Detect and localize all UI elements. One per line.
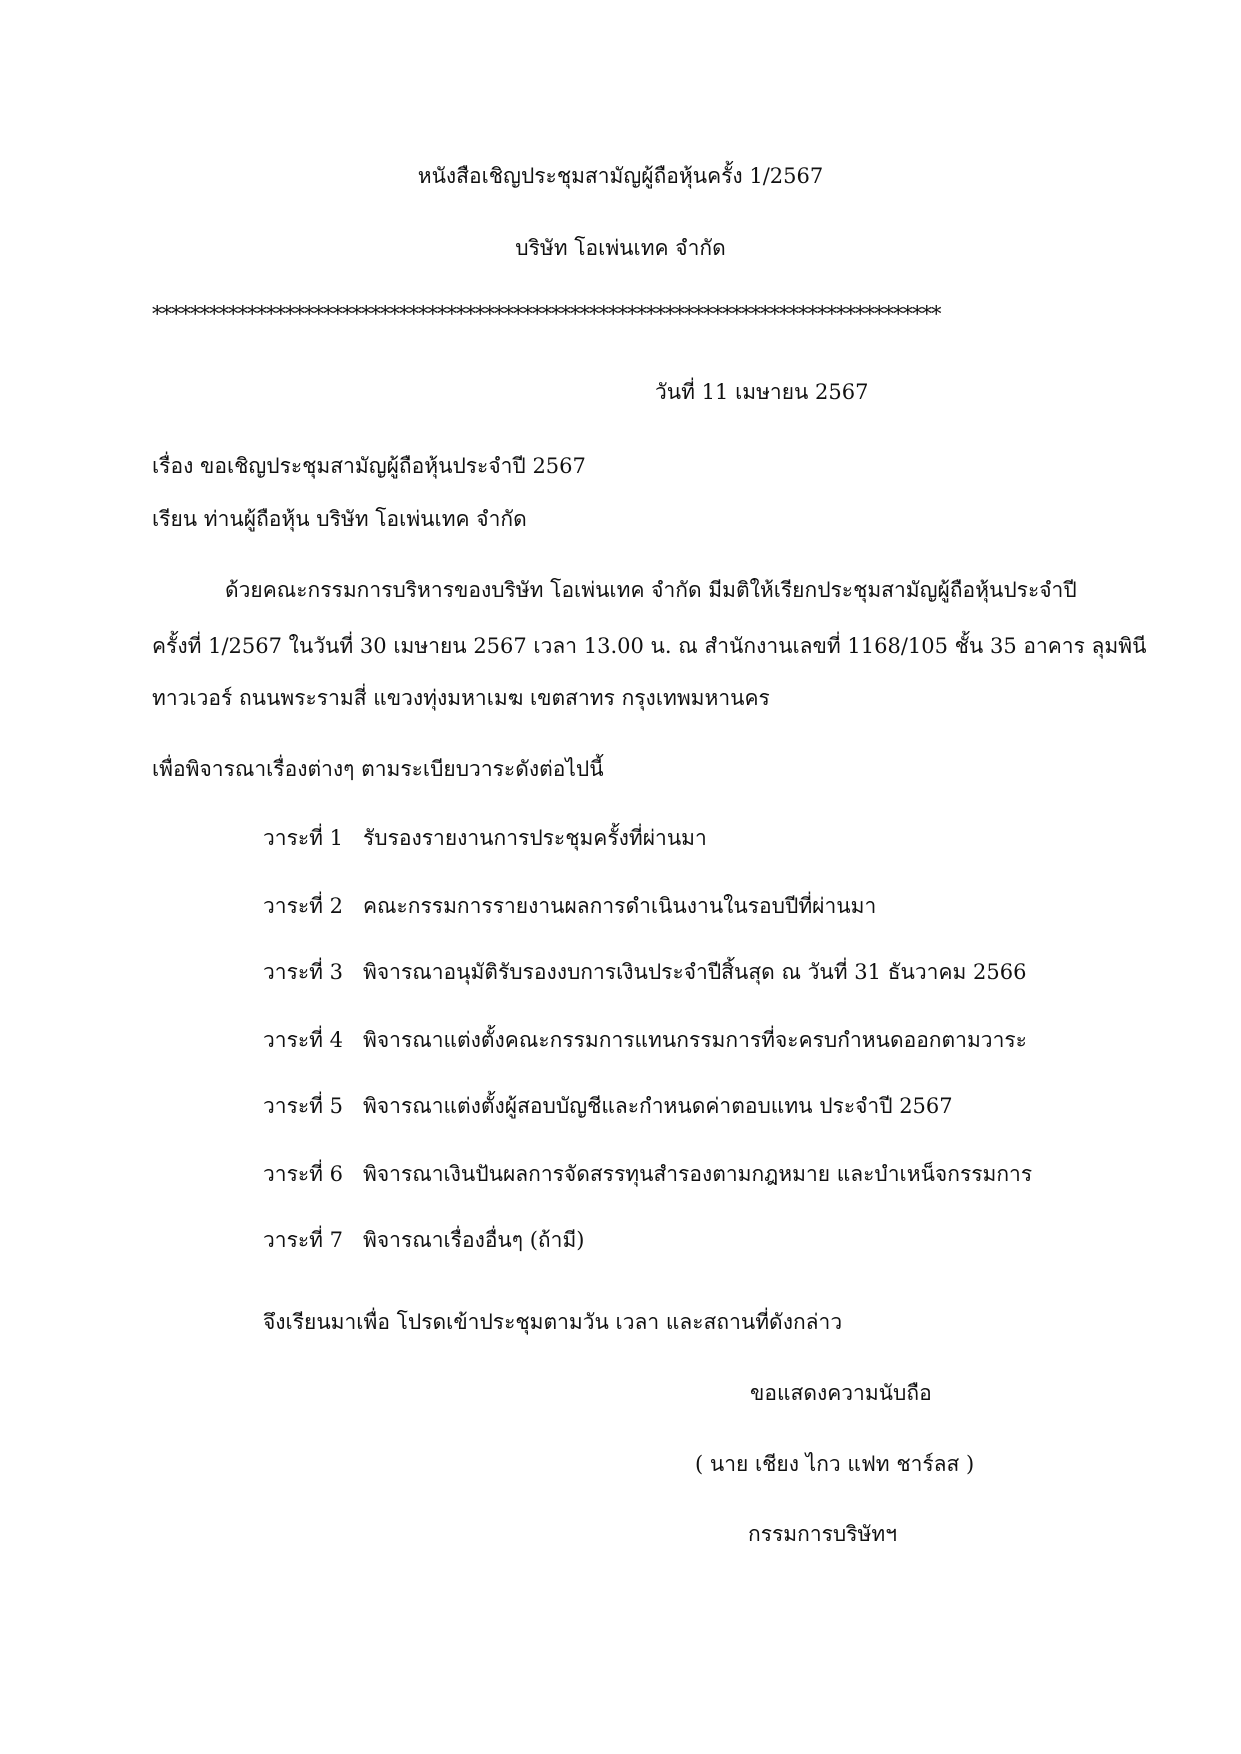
agenda-item-text: รับรองรายงานการประชุมครั้งที่ผ่านมา <box>363 826 707 850</box>
agenda-item <box>263 890 876 923</box>
agenda-item-label: วาระที่ 6 <box>263 1162 344 1186</box>
agenda-item <box>263 1090 953 1123</box>
agenda-item-text: พิจารณาแต่งตั้งคณะกรรมการแทนกรรมการที่จะครบกำหนดออกตามวาระ <box>363 1028 1027 1052</box>
agenda-item-label: วาระที่ 4 <box>263 1028 344 1052</box>
company-name: บริษัท โอเพ่นเทค จำกัด <box>515 236 726 260</box>
body-line-3: ทาวเวอร์ ถนนพระรามสี่ แขวงทุ่งมหาเมฆ เขตสาทร กรุงเทพมหานคร <box>152 686 770 710</box>
agenda-intro: เพื่อพิจารณาเรื่องต่างๆ ตามระเบียบวาระดังต่อไปนี้ <box>152 757 604 781</box>
agenda-item <box>263 1224 584 1257</box>
agenda-item <box>263 1158 1032 1191</box>
body-line-2: ครั้งที่ 1/2567 ในวันที่ 30 เมษายน 2567 เวลา 13.00 น. ณ สำนักงานเลขที่ 1168/105 ชั้น 35 อาคาร ลุมพินี <box>152 634 1147 658</box>
body-line-1: ด้วยคณะกรรมการบริหารของบริษัท โอเพ่นเทค จำกัด มีมติให้เรียกประชุมสามัญผู้ถือหุ้นประจำปี <box>225 578 1077 602</box>
agenda-item <box>263 956 1026 989</box>
document-date: วันที่ 11 เมษายน 2567 <box>655 380 869 404</box>
signature-position: กรรมการบริษัทฯ <box>748 1522 897 1546</box>
subject-line: เรื่อง ขอเชิญประชุมสามัญผู้ถือหุ้นประจำปี 2567 <box>152 454 586 478</box>
agenda-item <box>263 1024 1027 1057</box>
signature-name: ( นาย เชียง ไกว แฟท ชาร์ลส ) <box>695 1452 975 1476</box>
agenda-item-label: วาระที่ 1 <box>263 826 344 850</box>
agenda-item-text: พิจารณาเรื่องอื่นๆ (ถ้ามี) <box>363 1228 585 1252</box>
agenda-item-label: วาระที่ 5 <box>263 1094 344 1118</box>
agenda-item-label: วาระที่ 3 <box>263 960 344 984</box>
agenda-item-label: วาระที่ 7 <box>263 1228 344 1252</box>
agenda-item <box>263 822 707 855</box>
recipient-line: เรียน ท่านผู้ถือหุ้น บริษัท โอเพ่นเทค จำกัด <box>152 507 527 531</box>
agenda-item-text: คณะกรรมการรายงานผลการดำเนินงานในรอบปีที่ผ่านมา <box>363 894 877 918</box>
agenda-item-label: วาระที่ 2 <box>263 894 344 918</box>
agenda-item-text: พิจารณาแต่งตั้งผู้สอบบัญชีและกำหนดค่าตอบแทน ประจำปี 2567 <box>363 1094 953 1118</box>
signature-regards: ขอแสดงความนับถือ <box>750 1381 932 1405</box>
closing-line: จึงเรียนมาเพื่อ โปรดเข้าประชุมตามวัน เวลา และสถานที่ดังกล่าว <box>263 1310 843 1334</box>
document-title: หนังสือเชิญประชุมสามัญผู้ถือหุ้นครั้ง 1/2567 <box>417 164 824 188</box>
agenda-item-text: พิจารณาเงินปันผลการจัดสรรทุนสำรองตามกฎหมาย และบำเหน็จกรรมการ <box>363 1162 1033 1186</box>
agenda-item-text: พิจารณาอนุมัติรับรองงบการเงินประจำปีสิ้นสุด ณ วันที่ 31 ธันวาคม 2566 <box>363 960 1027 984</box>
divider-line: *********************************************************************************** <box>152 302 941 326</box>
